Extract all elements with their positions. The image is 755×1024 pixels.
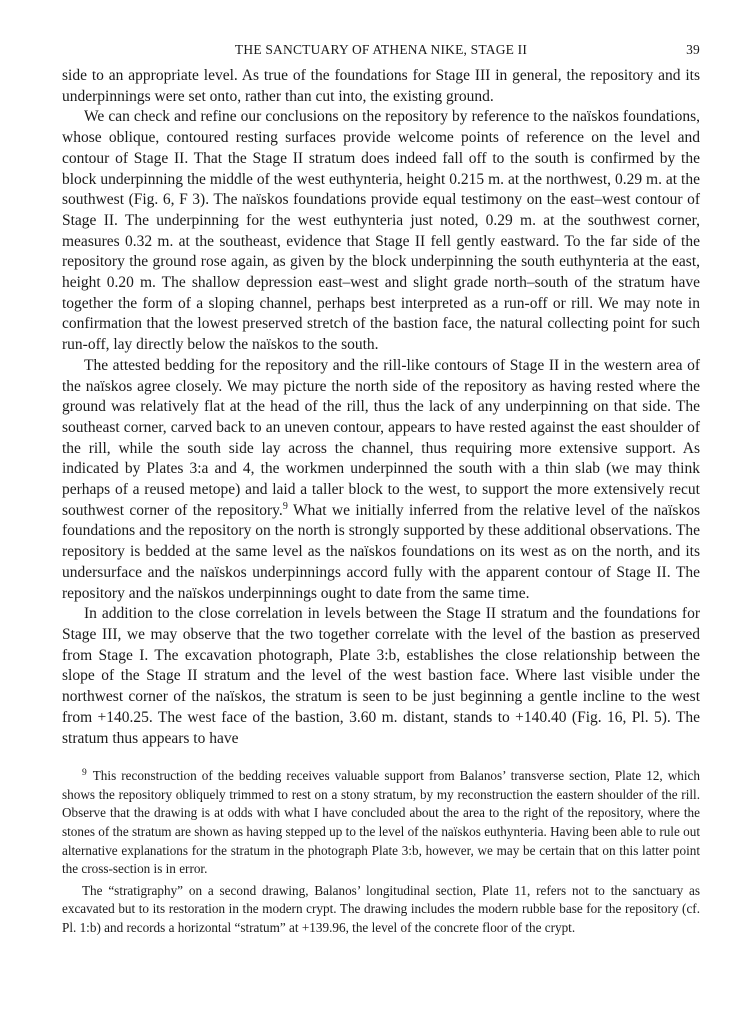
footnote-reference-9[interactable]: 9 [282, 500, 288, 512]
running-title: THE SANCTUARY OF ATHENA NIKE, STAGE II [234, 42, 528, 57]
page-number: 39 [686, 42, 700, 57]
paragraph-2: We can check and refine our conclusions on the repository by reference to the naïskos foundations, whose oblique, contoured resting surfaces provide welcome points of reference on the level and contour of Stage II. That the Stage II stratum does indeed fall off to the south is confirmed by the block underpinning the middle of the west euthynteria, height 0.215 m. at the northwest, 0.29 m. at the southwest (Fig. 6, F 3). The naïskos foundations provide equal testimony on the east–west contour of Stage II. The underpinning for the west euthynteria just noted, 0.29 m. at the southwest corner, measures 0.32 m. at the southeast, evidence that Stage II fell gently eastward. To the far side of the repository the ground rose again, as given by the block underpinning the south euthynteria at the east, height 0.20 m. The shallow depression east–west and slight grade north–south of the stratum have together the form of a sloping channel, perhaps best interpreted as a run-off or rill. We may note in confirmation that the lowest preserved stretch of the bastion face, the natural collecting point for such run-off, lay directly below the naïskos to the south. [62, 108, 700, 354]
paragraph-3-text-b: What we initially inferred from the relative level of the naïskos foundations and the repository on the north is strongly supported by these additional observations. The repository is bedded at the same level as the naïskos foundations on its west as on the north, and its undersurface and the naïskos underpinnings accord fully with the apparent contour of Stage II. The repository and the naïskos underpinnings ought to date from the same time. [62, 501, 700, 602]
page [62, 42, 700, 938]
paragraph-4: In addition to the close correlation in levels between the Stage II stratum and the foundations for Stage III, we may observe that the two together correlate with the level of the bastion as preserved from Stage I. The excavation photograph, Plate 3:b, establishes the close relationship between the slope of the Stage II stratum and the level of the west bastion face. Where last visible under the northwest corner of the naïskos, the stratum is seen to be just beginning a gentle incline to the west from +140.25. The west face of the bastion, 3.60 m. distant, stands to +140.40 (Fig. 16, Pl. 5). The stratum thus appears to have [62, 605, 700, 747]
paragraph-1: side to an appropriate level. As true of the foundations for Stage III in general, the repository and its underpinnings were set onto, rather than cut into, the existing ground. [62, 67, 700, 105]
paragraph-3 [62, 356, 700, 604]
footnote-number: 9 [82, 767, 87, 778]
footnotes [62, 767, 700, 937]
running-head [62, 42, 700, 66]
body-text [62, 66, 700, 749]
footnote-9-text: This reconstruction of the bedding receives valuable support from Balanos’ transverse section, Plate 12, which shows the repository obliquely trimmed to rest on a stony stratum, by my reconstruction the eastern shoulder of the rill. Observe that the drawing is at odds with what I have concluded about the area to the right of the repository, where the stones of the stratum are shown as having stepped up to the level of the naïskos euthynteria. Having been able to rule out alternative explanations for the stratum in the photograph Plate 3:b, however, we may be certain that on this latter point the cross-section is in error. [62, 768, 700, 877]
paragraph-3-text-a: The attested bedding for the repository and the rill-like contours of Stage II in the western area of the naïskos agree closely. We may picture the north side of the repository as having rested where the ground was relatively flat at the head of the rill, thus the lack of any underpinning on that side. The southeast corner, carved back to an uneven contour, appears to have rested against the east shoulder of the rill, while the south side lay across the channel, thus requiring more extensive support. As indicated by Plates 3:a and 4, the workmen underpinned the south with a thin slab (we may think perhaps of a reused metope) and laid a taller block to the west, to support the more extensively recut southwest corner of the repository. [62, 356, 700, 519]
footnote-9-continuation: The “stratigraphy” on a second drawing, Balanos’ longitudinal section, Plate 11, refers not to the sanctuary as excavated but to its restoration in the modern crypt. The drawing includes the modern rubble base for the repository (cf. Pl. 1:b) and records a horizontal “stratum” at +139.96, the level of the concrete floor of the crypt. [62, 882, 700, 935]
footnote-9 [62, 767, 700, 879]
